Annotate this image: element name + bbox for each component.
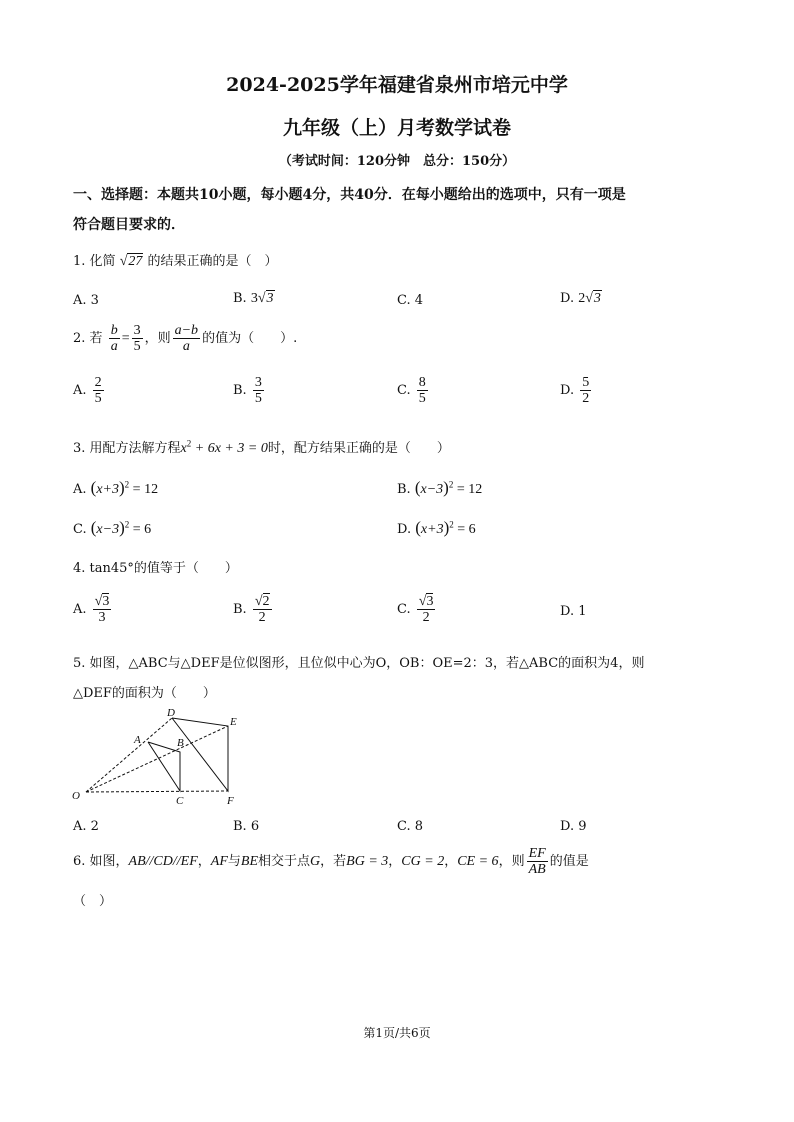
q1-option-a: A. 3 <box>73 293 99 308</box>
q4-option-c: C. $\frac{√3}{2}$ <box>397 594 434 625</box>
q3-option-a: A. $(x+3)^2 = 12$ <box>73 478 159 497</box>
label-e: E <box>230 716 237 728</box>
section-heading: 一、选择题：本题共10小题，每小题4分，共40分．在每小题给出的选项中，只有一项是 <box>73 187 626 203</box>
question-5: 5. 如图，△ABC与△DEF是位似图形，且位似中心为O，OB：OE=2：3，若△ABC的面积为4，则 <box>73 656 645 671</box>
q4-option-b: B. $\frac{√2}{2}$ <box>233 594 270 625</box>
q4-option-d: D. 1 <box>560 604 587 619</box>
q5-option-d: D. 9 <box>560 819 587 834</box>
q2-option-a: A. $\frac{2}{5}$ <box>73 375 102 406</box>
q5-option-c: C. 8 <box>397 819 424 834</box>
q3-option-b: B. $(x-3)^2 = 12$ <box>397 478 483 497</box>
label-o: O <box>72 790 80 802</box>
triangle-abc <box>148 742 180 791</box>
q2-frac-expr: $\frac{a-b}{a}$ <box>174 323 199 354</box>
q1-option-b: B. 3√3 <box>233 291 274 306</box>
question-2: 2. 若 $\frac{b}{a}$ = $\frac{3}{5}$ ，则 $\frac{a-b}{a}$ 的值为（ ）. <box>73 323 298 354</box>
page-number: 第1页/共6页 <box>363 1026 431 1040</box>
question-4: 4. tan45°的值等于（ ） <box>73 561 238 576</box>
ray-o-e <box>86 726 228 792</box>
question-3: 3. 用配方法解方程$x^2 + 6x + 3 = 0$时，配方结果正确的是（ ） <box>73 438 450 456</box>
homothety-figure <box>70 705 260 810</box>
label-c: C <box>176 795 184 807</box>
q3-option-c: C. $(x-3)^2 = 6$ <box>73 518 152 537</box>
q3-equation: $x^2 + 6x + 3 = 0$ <box>180 438 268 456</box>
q1-option-c: C. 4 <box>397 293 424 308</box>
exam-title-line1: 2024-2025学年福建省泉州市培元中学 <box>226 74 568 96</box>
exam-info: （考试时间：120分钟 总分：150分） <box>278 154 516 169</box>
ray-o-d <box>86 718 172 792</box>
q2-option-d: D. $\frac{5}{2}$ <box>560 375 590 406</box>
q4-option-a: A. $\frac{√3}{3}$ <box>73 594 110 625</box>
ray-o-f <box>86 791 228 792</box>
label-a: A <box>134 734 141 746</box>
q1-post: 的结果正确的是（ ） <box>147 254 278 269</box>
q2-frac-3-5: $\frac{3}{5}$ <box>133 323 141 354</box>
section-heading-cont: 符合题目要求的． <box>73 217 185 233</box>
question-6: 6. 如图，AB//CD//EF，AF与BE相交于点G，若BG = 3，CG = 2，CE = 6，则 $\frac{EF}{AB}$ 的值是 <box>73 846 589 877</box>
q1-sqrt: √27 <box>119 254 143 269</box>
question-6-cont: （ ） <box>73 894 113 909</box>
label-f: F <box>227 795 234 807</box>
q6-frac-ef-ab: $\frac{EF}{AB}$ <box>528 846 546 877</box>
label-b: B <box>177 737 184 749</box>
q2-option-b: B. $\frac{3}{5}$ <box>233 375 262 406</box>
q2-option-c: C. $\frac{8}{5}$ <box>397 375 426 406</box>
q5-option-b: B. 6 <box>233 819 260 834</box>
question-5-cont: △DEF的面积为（ ） <box>73 686 216 701</box>
q2-frac-b-over-a: $\frac{b}{a}$ <box>110 323 118 354</box>
label-d: D <box>167 707 175 719</box>
q1-pre: 1. 化简 <box>73 254 116 269</box>
q5-option-a: A. 2 <box>73 819 99 834</box>
exam-title-line2: 九年级（上）月考数学试卷 <box>282 117 511 139</box>
question-1 <box>73 250 278 270</box>
q3-option-d: D. $(x+3)^2 = 6$ <box>397 518 476 537</box>
q1-option-d: D. 2√3 <box>560 291 601 306</box>
